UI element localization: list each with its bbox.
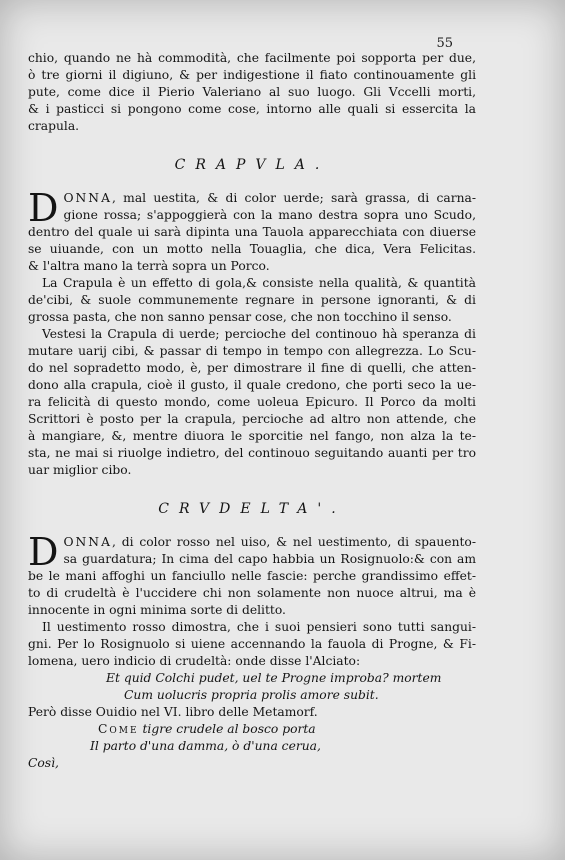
text-line: Scrittori è posto per la crapula, percioche ad altro non attende, che xyxy=(28,412,476,426)
text-line: crapula. xyxy=(28,119,80,133)
text-line: be le mani affoghi un fanciullo nelle fascie: perche grandissimo effet- xyxy=(28,569,476,583)
text-line: se uiuande, con un motto nella Touaglia, che dica, Vera Felicitas. xyxy=(28,242,476,256)
text-line: do nel sopradetto modo, è, per dimostrare il fine di quelli, che atten- xyxy=(28,361,476,375)
text-line: to di crudeltà è l'uccidere chi non solamente non nuoce altrui, ma è xyxy=(28,586,476,600)
verse-initial-word: Come xyxy=(98,722,139,736)
text-line: sta, ne mai si riuolge indietro, del continouo seguitando auanti per tro xyxy=(28,446,476,460)
text-body xyxy=(28,50,476,772)
text-line: lomena, uero indicio di crudeltà: onde disse l'Alciato: xyxy=(28,654,361,668)
text-line: chio, quando ne hà commodità, che facilmente poi sopporta per due, xyxy=(28,51,476,65)
text-line: La Crapula è un effetto di gola,& consiste nella qualità, & quantità xyxy=(42,276,476,290)
text-line: & i pasticci si pongono come cose, intorno alle quali si essercita la xyxy=(28,102,476,116)
crudelta-description xyxy=(28,530,476,619)
text-line: de'cibi, & suole communemente regnare in persone ignoranti, & di xyxy=(28,293,476,307)
text-line xyxy=(28,190,476,207)
section-heading-crapula: CRAPVLA. xyxy=(174,157,330,173)
drop-cap: D xyxy=(28,186,59,230)
text-line: gione rossa; s'appoggierà con la mano destra sopra uno Scudo, xyxy=(63,208,476,222)
verse-line: Il parto d'una damma, ò d'una cerua, xyxy=(90,739,321,753)
text-line: pute, come dice il Pierio Valeriano al suo luogo. Gli Vccelli morti, xyxy=(28,85,476,99)
text-line: dentro del quale ui sarà dipinta una Tauola apparecchiata con diuerse xyxy=(28,225,476,239)
verse-line xyxy=(28,721,476,738)
text-line: mutare uarij cibi, & passar di tempo in tempo con allegrezza. Lo Scu- xyxy=(28,344,476,358)
first-word: ONNA xyxy=(63,191,112,205)
text-line: Però disse Ouidio nel VI. libro delle Metamorf. xyxy=(28,705,318,719)
first-line-rest: , di color rosso nel uiso, & nel uestimento, di spauento- xyxy=(111,535,476,549)
catchword: Così, xyxy=(28,756,59,770)
first-word: ONNA xyxy=(63,535,112,549)
text-line: Il uestimento rosso dimostra, che i suoi pensieri sono tutti sangui- xyxy=(42,620,476,634)
text-line: ra felicità di questo mondo, come uoleua Epicuro. Il Porco da molti xyxy=(28,395,476,409)
section-heading-crudelta: CRVDELTA'. xyxy=(158,501,346,517)
text-line xyxy=(28,534,476,551)
crapula-description xyxy=(28,186,476,275)
text-line: sa guardatura; In cima del capo habbia un Rosignuolo:& con am xyxy=(63,552,476,566)
text-line: dono alla crapula, cioè il gusto, il quale credono, che porti seco la ue- xyxy=(28,378,476,392)
verse-line: Et quid Colchi pudet, uel te Progne improba? mortem xyxy=(106,671,442,685)
verse-rest: tigre crudele al bosco porta xyxy=(138,722,316,736)
text-line: grossa pasta, che non sanno pensar cose, che non tocchino il senso. xyxy=(28,310,452,324)
text-line: & l'altra mano la terrà sopra un Porco. xyxy=(28,259,270,273)
first-line-rest: , mal uestita, & di color uerde; sarà grassa, di carna- xyxy=(111,191,476,205)
drop-cap: D xyxy=(28,530,59,574)
text-line: ò tre giorni il digiuno, & per indigestione il fiato continouamente gli xyxy=(28,68,476,82)
page-number: 55 xyxy=(436,36,453,51)
text-line: à mangiare, &, mentre diuora le sporcitie nel fango, non alza la te- xyxy=(28,429,476,443)
text-line: uar miglior cibo. xyxy=(28,463,132,477)
text-line: gni. Per lo Rosignuolo si uiene accennando la fauola di Progne, & Fi- xyxy=(28,637,476,651)
text-line: Vestesi la Crapula di uerde; percioche del continouo hà speranza di xyxy=(42,327,476,341)
text-line: innocente in ogni minima sorte di delitto. xyxy=(28,603,286,617)
verse-line: Cum uolucris propria prolis amore subit. xyxy=(124,688,379,702)
